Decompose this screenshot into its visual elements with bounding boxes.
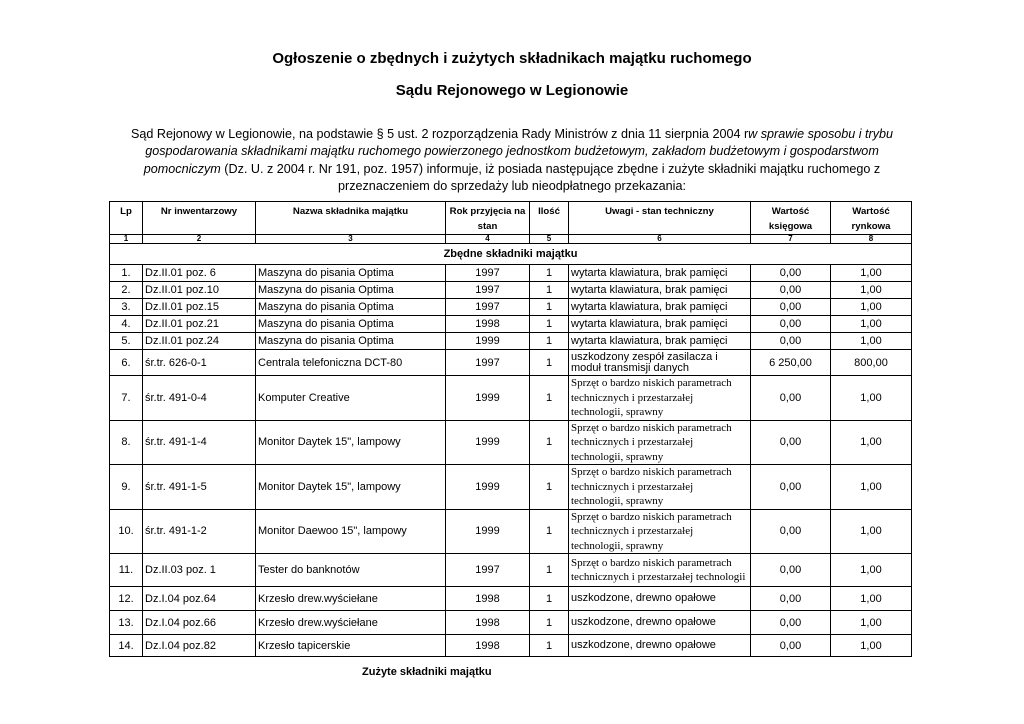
cell-book-value: 0,00 bbox=[751, 554, 831, 587]
cell-lp: 10. bbox=[110, 509, 143, 554]
cell-quantity: 1 bbox=[530, 611, 569, 635]
table-row bbox=[110, 554, 912, 587]
cell-asset-name: Monitor Daewoo 15", lampowy bbox=[256, 509, 446, 554]
header-notes: Uwagi - stan techniczny bbox=[569, 202, 751, 235]
cell-lp: 3. bbox=[110, 299, 143, 316]
cell-notes: uszkodzony zespół zasilacza i moduł transmisji danych bbox=[569, 350, 751, 376]
column-number: 3 bbox=[256, 235, 446, 244]
cell-asset-name: Maszyna do pisania Optima bbox=[256, 316, 446, 333]
cell-book-value: 0,00 bbox=[751, 635, 831, 657]
cell-asset-name: Centrala telefoniczna DCT-80 bbox=[256, 350, 446, 376]
column-number: 5 bbox=[530, 235, 569, 244]
cell-inventory-number: Dz.II.01 poz.21 bbox=[143, 316, 256, 333]
cell-market-value: 1,00 bbox=[831, 299, 912, 316]
cell-notes: uszkodzone, drewno opałowe bbox=[569, 635, 751, 657]
cell-lp: 7. bbox=[110, 376, 143, 421]
column-number: 8 bbox=[831, 235, 912, 244]
cell-market-value: 1,00 bbox=[831, 611, 912, 635]
cell-notes: Sprzęt o bardzo niskich parametrach technicznych i przestarzałej technologii, sprawny bbox=[569, 465, 751, 510]
cell-lp: 11. bbox=[110, 554, 143, 587]
cell-quantity: 1 bbox=[530, 282, 569, 299]
cell-notes: wytarta klawiatura, brak pamięci bbox=[569, 333, 751, 350]
header-inventory-number: Nr inwentarzowy bbox=[143, 202, 256, 235]
cell-year: 1999 bbox=[446, 420, 530, 465]
intro-text-1: Sąd Rejonowy w Legionowie, na podstawie § 5 ust. 2 rozporządzenia Rady Ministrów z dnia 11 sierpnia 2004 r bbox=[130, 127, 749, 141]
cell-market-value: 1,00 bbox=[831, 333, 912, 350]
cell-notes: wytarta klawiatura, brak pamięci bbox=[569, 282, 751, 299]
cell-lp: 8. bbox=[110, 420, 143, 465]
cell-notes: uszkodzone, drewno opałowe bbox=[569, 611, 751, 635]
used-assets-heading: Zużyte składniki majątku bbox=[362, 666, 492, 678]
cell-asset-name: Maszyna do pisania Optima bbox=[256, 265, 446, 282]
cell-lp: 4. bbox=[110, 316, 143, 333]
cell-book-value: 0,00 bbox=[751, 509, 831, 554]
column-number: 4 bbox=[446, 235, 530, 244]
cell-notes: wytarta klawiatura, brak pamięci bbox=[569, 299, 751, 316]
document-title: Ogłoszenie o zbędnych i zużytych składnikach majątku ruchomego bbox=[272, 50, 752, 67]
cell-book-value: 0,00 bbox=[751, 265, 831, 282]
column-number: 1 bbox=[110, 235, 143, 244]
header-year: Rok przyjęcia na stan bbox=[446, 202, 530, 235]
table-row bbox=[110, 587, 912, 611]
cell-notes: Sprzęt o bardzo niskich parametrach technicznych i przestarzałej technologii, sprawny bbox=[569, 509, 751, 554]
cell-notes: Sprzęt o bardzo niskich parametrach technicznych i przestarzałej technologii, sprawny bbox=[569, 420, 751, 465]
cell-asset-name: Krzesło drew.wyściełane bbox=[256, 587, 446, 611]
cell-inventory-number: śr.tr. 491-1-2 bbox=[143, 509, 256, 554]
cell-quantity: 1 bbox=[530, 299, 569, 316]
cell-market-value: 1,00 bbox=[831, 420, 912, 465]
cell-inventory-number: Dz.II.01 poz.10 bbox=[143, 282, 256, 299]
cell-lp: 6. bbox=[110, 350, 143, 376]
table-row bbox=[110, 509, 912, 554]
cell-market-value: 1,00 bbox=[831, 265, 912, 282]
cell-book-value: 0,00 bbox=[751, 299, 831, 316]
cell-book-value: 0,00 bbox=[751, 465, 831, 510]
cell-market-value: 800,00 bbox=[831, 350, 912, 376]
cell-quantity: 1 bbox=[530, 316, 569, 333]
cell-market-value: 1,00 bbox=[831, 635, 912, 657]
table-row bbox=[110, 316, 912, 333]
cell-lp: 12. bbox=[110, 587, 143, 611]
section-row bbox=[110, 244, 912, 265]
cell-year: 1999 bbox=[446, 376, 530, 421]
cell-year: 1997 bbox=[446, 265, 530, 282]
cell-year: 1997 bbox=[446, 350, 530, 376]
cell-book-value: 0,00 bbox=[751, 611, 831, 635]
cell-asset-name: Tester do banknotów bbox=[256, 554, 446, 587]
cell-notes: uszkodzone, drewno opałowe bbox=[569, 587, 751, 611]
table-row bbox=[110, 376, 912, 421]
cell-year: 1998 bbox=[446, 587, 530, 611]
cell-market-value: 1,00 bbox=[831, 282, 912, 299]
cell-inventory-number: Dz.II.01 poz. 6 bbox=[143, 265, 256, 282]
column-number: 2 bbox=[143, 235, 256, 244]
column-numbers-row bbox=[110, 235, 912, 244]
table-row bbox=[110, 420, 912, 465]
assets-table bbox=[109, 201, 912, 657]
header-market-value: Wartość rynkowa bbox=[831, 202, 912, 235]
cell-lp: 5. bbox=[110, 333, 143, 350]
cell-asset-name: Maszyna do pisania Optima bbox=[256, 282, 446, 299]
cell-asset-name: Monitor Daytek 15", lampowy bbox=[256, 465, 446, 510]
cell-notes: Sprzęt o bardzo niskich parametrach technicznych i przestarzałej technologii bbox=[569, 554, 751, 587]
intro-text-2: (Dz. U. z 2004 r. Nr 191, poz. 1957) informuje, iż posiada następujące zbędne i zużyte składniki majątku ruchomego z przeznaczeniem do sprzedaży lub nieodpłatnego przekazania: bbox=[220, 161, 881, 194]
cell-inventory-number: Dz.II.03 poz. 1 bbox=[143, 554, 256, 587]
cell-market-value: 1,00 bbox=[831, 509, 912, 554]
cell-year: 1997 bbox=[446, 299, 530, 316]
cell-inventory-number: Dz.I.04 poz.64 bbox=[143, 587, 256, 611]
table-row bbox=[110, 333, 912, 350]
cell-quantity: 1 bbox=[530, 350, 569, 376]
table-row bbox=[110, 635, 912, 657]
cell-quantity: 1 bbox=[530, 333, 569, 350]
table-row bbox=[110, 282, 912, 299]
cell-quantity: 1 bbox=[530, 265, 569, 282]
cell-inventory-number: śr.tr. 491-1-5 bbox=[143, 465, 256, 510]
cell-quantity: 1 bbox=[530, 376, 569, 421]
document-subtitle: Sądu Rejonowego w Legionowie bbox=[395, 82, 629, 99]
cell-market-value: 1,00 bbox=[831, 554, 912, 587]
cell-quantity: 1 bbox=[530, 509, 569, 554]
cell-market-value: 1,00 bbox=[831, 316, 912, 333]
cell-year: 1998 bbox=[446, 635, 530, 657]
table-row bbox=[110, 611, 912, 635]
cell-lp: 14. bbox=[110, 635, 143, 657]
cell-book-value: 0,00 bbox=[751, 587, 831, 611]
cell-inventory-number: Dz.II.01 poz.15 bbox=[143, 299, 256, 316]
cell-asset-name: Komputer Creative bbox=[256, 376, 446, 421]
cell-year: 1997 bbox=[446, 554, 530, 587]
column-number: 7 bbox=[751, 235, 831, 244]
cell-inventory-number: Dz.II.01 poz.24 bbox=[143, 333, 256, 350]
cell-year: 1997 bbox=[446, 282, 530, 299]
cell-inventory-number: Dz.I.04 poz.66 bbox=[143, 611, 256, 635]
cell-lp: 1. bbox=[110, 265, 143, 282]
cell-inventory-number: śr.tr. 491-1-4 bbox=[143, 420, 256, 465]
cell-notes: wytarta klawiatura, brak pamięci bbox=[569, 316, 751, 333]
cell-book-value: 0,00 bbox=[751, 420, 831, 465]
cell-market-value: 1,00 bbox=[831, 465, 912, 510]
cell-lp: 9. bbox=[110, 465, 143, 510]
cell-inventory-number: śr.tr. 626-0-1 bbox=[143, 350, 256, 376]
cell-year: 1998 bbox=[446, 316, 530, 333]
cell-inventory-number: śr.tr. 491-0-4 bbox=[143, 376, 256, 421]
cell-book-value: 6 250,00 bbox=[751, 350, 831, 376]
cell-notes: wytarta klawiatura, brak pamięci bbox=[569, 265, 751, 282]
cell-asset-name: Monitor Daytek 15", lampowy bbox=[256, 420, 446, 465]
cell-year: 1999 bbox=[446, 333, 530, 350]
cell-book-value: 0,00 bbox=[751, 282, 831, 299]
cell-notes: Sprzęt o bardzo niskich parametrach technicznych i przestarzałej technologii, sprawny bbox=[569, 376, 751, 421]
cell-asset-name: Maszyna do pisania Optima bbox=[256, 333, 446, 350]
intro-text-italic: w sprawie sposobu i trybu gospodarowania składnikami majątku ruchomego powierzonego jednostkom budżetowym, zakładom budżetowym i gospodarstwom pomocniczym bbox=[143, 127, 894, 176]
cell-inventory-number: Dz.I.04 poz.82 bbox=[143, 635, 256, 657]
cell-asset-name: Krzesło drew.wyściełane bbox=[256, 611, 446, 635]
cell-year: 1999 bbox=[446, 465, 530, 510]
cell-quantity: 1 bbox=[530, 587, 569, 611]
cell-lp: 2. bbox=[110, 282, 143, 299]
cell-book-value: 0,00 bbox=[751, 316, 831, 333]
cell-quantity: 1 bbox=[530, 420, 569, 465]
cell-market-value: 1,00 bbox=[831, 587, 912, 611]
header-book-value: Wartość księgowa bbox=[751, 202, 831, 235]
table-row bbox=[110, 350, 912, 376]
table-row bbox=[110, 265, 912, 282]
header-lp: Lp bbox=[110, 202, 143, 235]
cell-book-value: 0,00 bbox=[751, 333, 831, 350]
cell-quantity: 1 bbox=[530, 554, 569, 587]
cell-lp: 13. bbox=[110, 611, 143, 635]
cell-quantity: 1 bbox=[530, 635, 569, 657]
section-title: Zbędne składniki majątku bbox=[110, 244, 912, 265]
table-header-row bbox=[110, 202, 912, 235]
cell-market-value: 1,00 bbox=[831, 376, 912, 421]
cell-asset-name: Krzesło tapicerskie bbox=[256, 635, 446, 657]
cell-book-value: 0,00 bbox=[751, 376, 831, 421]
cell-year: 1999 bbox=[446, 509, 530, 554]
intro-paragraph bbox=[112, 126, 912, 196]
header-asset-name: Nazwa składnika majątku bbox=[256, 202, 446, 235]
table-row bbox=[110, 299, 912, 316]
column-number: 6 bbox=[569, 235, 751, 244]
table-row bbox=[110, 465, 912, 510]
cell-asset-name: Maszyna do pisania Optima bbox=[256, 299, 446, 316]
cell-year: 1998 bbox=[446, 611, 530, 635]
header-quantity: Ilość bbox=[530, 202, 569, 235]
cell-quantity: 1 bbox=[530, 465, 569, 510]
